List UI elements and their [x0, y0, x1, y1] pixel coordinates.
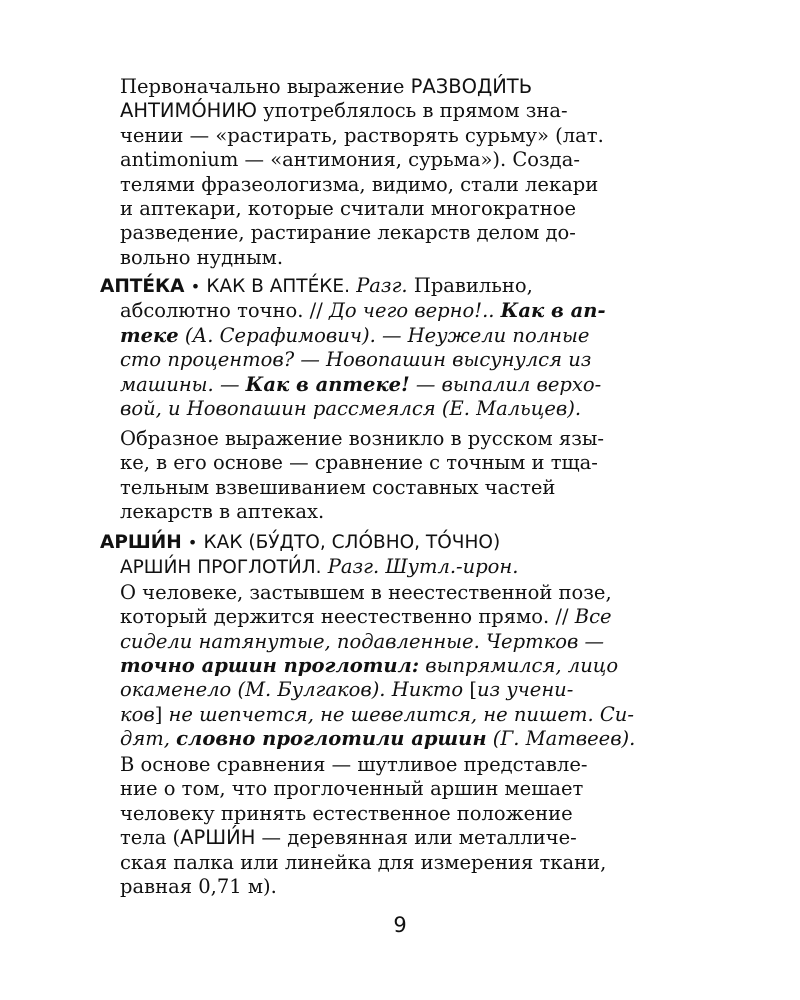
text-line: который держится неестественно прямо. // Все: [120, 605, 612, 629]
text-line: В основе сравнения — шутливое представле-: [120, 753, 588, 776]
bullet-icon: •: [187, 533, 198, 552]
entry-apteka: [100, 274, 606, 421]
usage-label: Разг. Шутл.-ирон.: [327, 555, 519, 579]
text-line: точно аршин проглотил: выпрямился, лицо: [120, 654, 619, 678]
entry-headline: АПТЕ́КА • КАК В АПТЕ́КЕ. Разг. Правильно,: [100, 274, 533, 297]
text-line: и аптекари, которые считали многократное: [120, 197, 577, 221]
text-line: сто процентов? — Новопашин высунулся из: [120, 348, 592, 372]
phrase: КАК (БУ́ДТО, СЛО́ВНО, ТО́ЧНО): [203, 532, 501, 553]
text-line: ке, в его основе — сравнение с точным и тща-: [120, 451, 598, 475]
text-line: вой, и Новопашин рассмеялся (Е. Мальцев).: [120, 397, 582, 421]
text-line: О человеке, застывшем в неестественной позе,: [120, 580, 612, 604]
text-line: Образное выражение возникло в русском язы-: [120, 427, 604, 450]
text-line: теке (А. Серафимович). — Неужели полные: [120, 323, 590, 347]
text-line: тельным взвешиванием составных частей: [120, 475, 556, 499]
text-line: [100, 555, 635, 580]
text-line: окаменело (М. Булгаков). Никто [из учени-: [120, 678, 574, 702]
text-line: лекарств в аптеках.: [120, 500, 325, 524]
phrase: КАК В АПТЕ́КЕ.: [206, 276, 350, 297]
text-line: АНТИМО́НИЮ употреблялось в прямом зна-: [120, 99, 568, 123]
text-line: дят, словно проглотили аршин (Г. Матвеев).: [120, 727, 636, 751]
paragraph-apteka-origin: [120, 427, 604, 525]
paragraph-arshin-origin: [120, 753, 606, 899]
text-line: равная 0,71 м).: [120, 875, 277, 899]
paragraph-antimony-origin: [120, 75, 604, 270]
text-line: ков] не шепчется, не шевелится, не пишет. Си-: [120, 702, 634, 726]
entry-headline: [100, 530, 635, 555]
text-line: человеку принять естественное положение: [120, 801, 573, 825]
phrase: АРШИ́Н ПРОГЛОТИ́Л.: [120, 557, 322, 579]
text-line: телями фразеологизма, видимо, стали лекари: [120, 172, 599, 196]
text-line: ская палка или линейка для измерения ткани,: [120, 850, 607, 874]
page-number: 9: [393, 913, 407, 937]
text-line: Первоначально выражение РАЗВОДИ́ТЬ: [120, 75, 533, 98]
text-line: чении — «растирать, растворять сурьму» (лат.: [120, 123, 604, 147]
text-line: ние о том, что проглоченный аршин мешает: [120, 777, 584, 801]
text-line: машины. — Как в аптеке! — выпалил верхо-: [120, 372, 602, 396]
text-line: antimonium — «антимония, сурьма»). Созда-: [120, 148, 580, 172]
entry-arshin: [100, 530, 635, 752]
text-line: абсолютно точно. // До чего верно!.. Как в ап-: [120, 299, 606, 323]
text-line: вольно нудным.: [120, 245, 284, 269]
headword: АРШИ́Н: [100, 532, 182, 553]
usage-label: Разг.: [356, 274, 408, 297]
headword: АПТЕ́КА: [100, 276, 185, 297]
text-line: сидели натянутые, подавленные. Чертков —: [120, 629, 605, 653]
bullet-icon: •: [190, 277, 201, 296]
text-line: тела (АРШИ́Н — деревянная или металличе-: [120, 826, 577, 850]
text-line: разведение, растирание лекарств делом до-: [120, 221, 576, 245]
